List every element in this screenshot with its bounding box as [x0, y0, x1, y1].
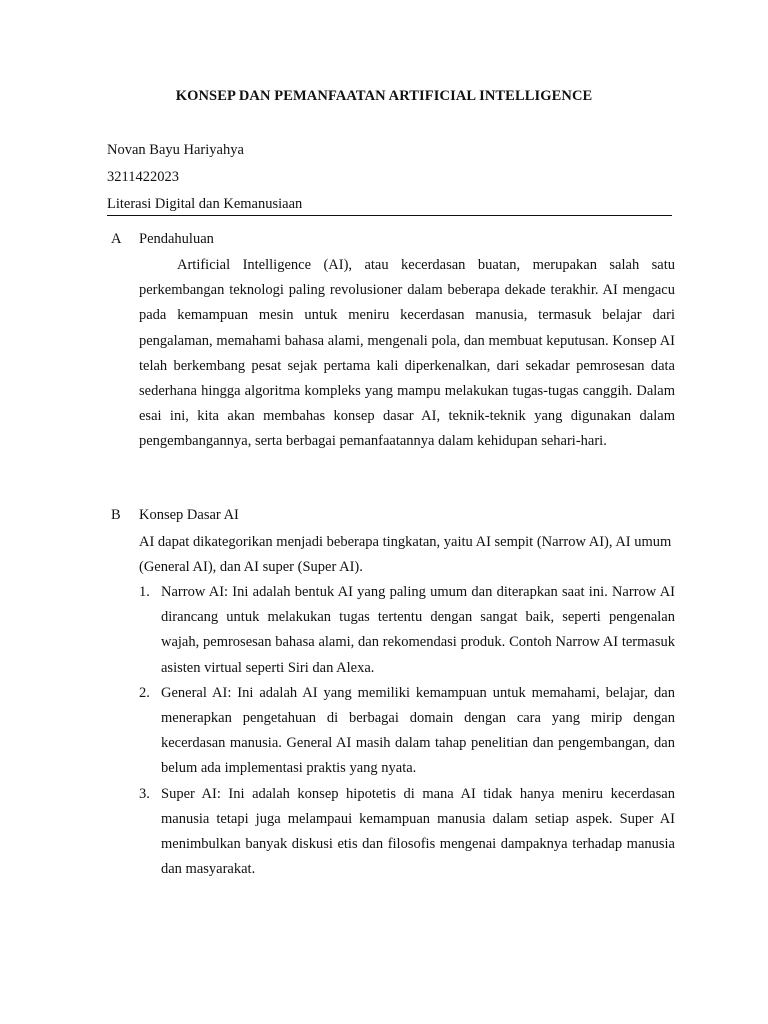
list-item-text: General AI: Ini adalah AI yang memiliki kemampuan untuk memahami, belajar, dan menerapkan pengetahuan di berbagai domain dengan cara yang mirip dengan kecerdasan manusia. General AI masih dalam tahap penelitian dan pengembangan, dan belum ada implementasi praktis yang nyata. — [161, 684, 675, 777]
section-a-heading: Pendahuluan — [139, 231, 214, 247]
list-item-text: Narrow AI: Ini adalah bentuk AI yang paling umum dan diterapkan saat ini. Narrow AI dirancang untuk melakukan tugas tertentu dengan sangat baik, seperti pengenalan wajah, pemrosesan bahasa alami, dan rekomendasi produk. Contoh Narrow AI termasuk asisten virtual seperti Siri dan Alexa. — [161, 584, 675, 676]
list-item — [139, 580, 675, 681]
author-name: Novan Bayu Hariyahya — [107, 142, 244, 158]
list-item-number: 1. — [139, 584, 150, 600]
course-name: Literasi Digital dan Kemanusiaan — [107, 196, 303, 212]
section-b-letter: B — [111, 507, 121, 523]
header-divider — [107, 215, 672, 216]
ai-levels-list — [139, 580, 675, 882]
section-b-heading: Konsep Dasar AI — [139, 507, 239, 523]
list-item-number: 2. — [139, 684, 150, 701]
section-a-paragraph: Artificial Intelligence (AI), atau kecerdasan buatan, merupakan salah satu perkembangan teknologi paling revolusioner dalam beberapa dekade terakhir. AI mengacu pada kemampuan mesin untuk meniru kecerdasan manusia, termasuk belajar dari pengalaman, memahami bahasa alami, mengenali pola, dan membuat keputusan. Konsep AI telah berkembang pesat sejak pertama kali diperkenalkan, dari sekadar pemrosesan data sederhana hingga algoritma kompleks yang mampu melakukan tugas-tugas canggih. Dalam esai ini, kita akan membahas konsep dasar AI, teknik-teknik yang digunakan dalam pengembangannya, serta berbagai pemanfaatannya dalam kehidupan sehari-hari. — [139, 257, 675, 450]
list-item-number: 3. — [139, 785, 150, 802]
section-a-letter: A — [111, 231, 122, 247]
document-title: KONSEP DAN PEMANFAATAN ARTIFICIAL INTELLIGENCE — [175, 88, 593, 104]
list-item — [139, 782, 675, 883]
list-item-text: Super AI: Ini adalah konsep hipotetis di mana AI tidak hanya meniru kecerdasan manusia tetapi juga melampaui kemampuan manusia dalam setiap aspek. Super AI menimbulkan banyak diskusi etis dan filosofis mengenai dampaknya terhadap manusia dan masyarakat. — [161, 785, 675, 878]
list-item — [139, 681, 675, 782]
section-b-paragraph: AI dapat dikategorikan menjadi beberapa tingkatan, yaitu AI sempit (Narrow AI), AI umum (General AI), dan AI super (Super AI). — [139, 534, 672, 576]
student-id: 3211422023 — [107, 169, 179, 185]
